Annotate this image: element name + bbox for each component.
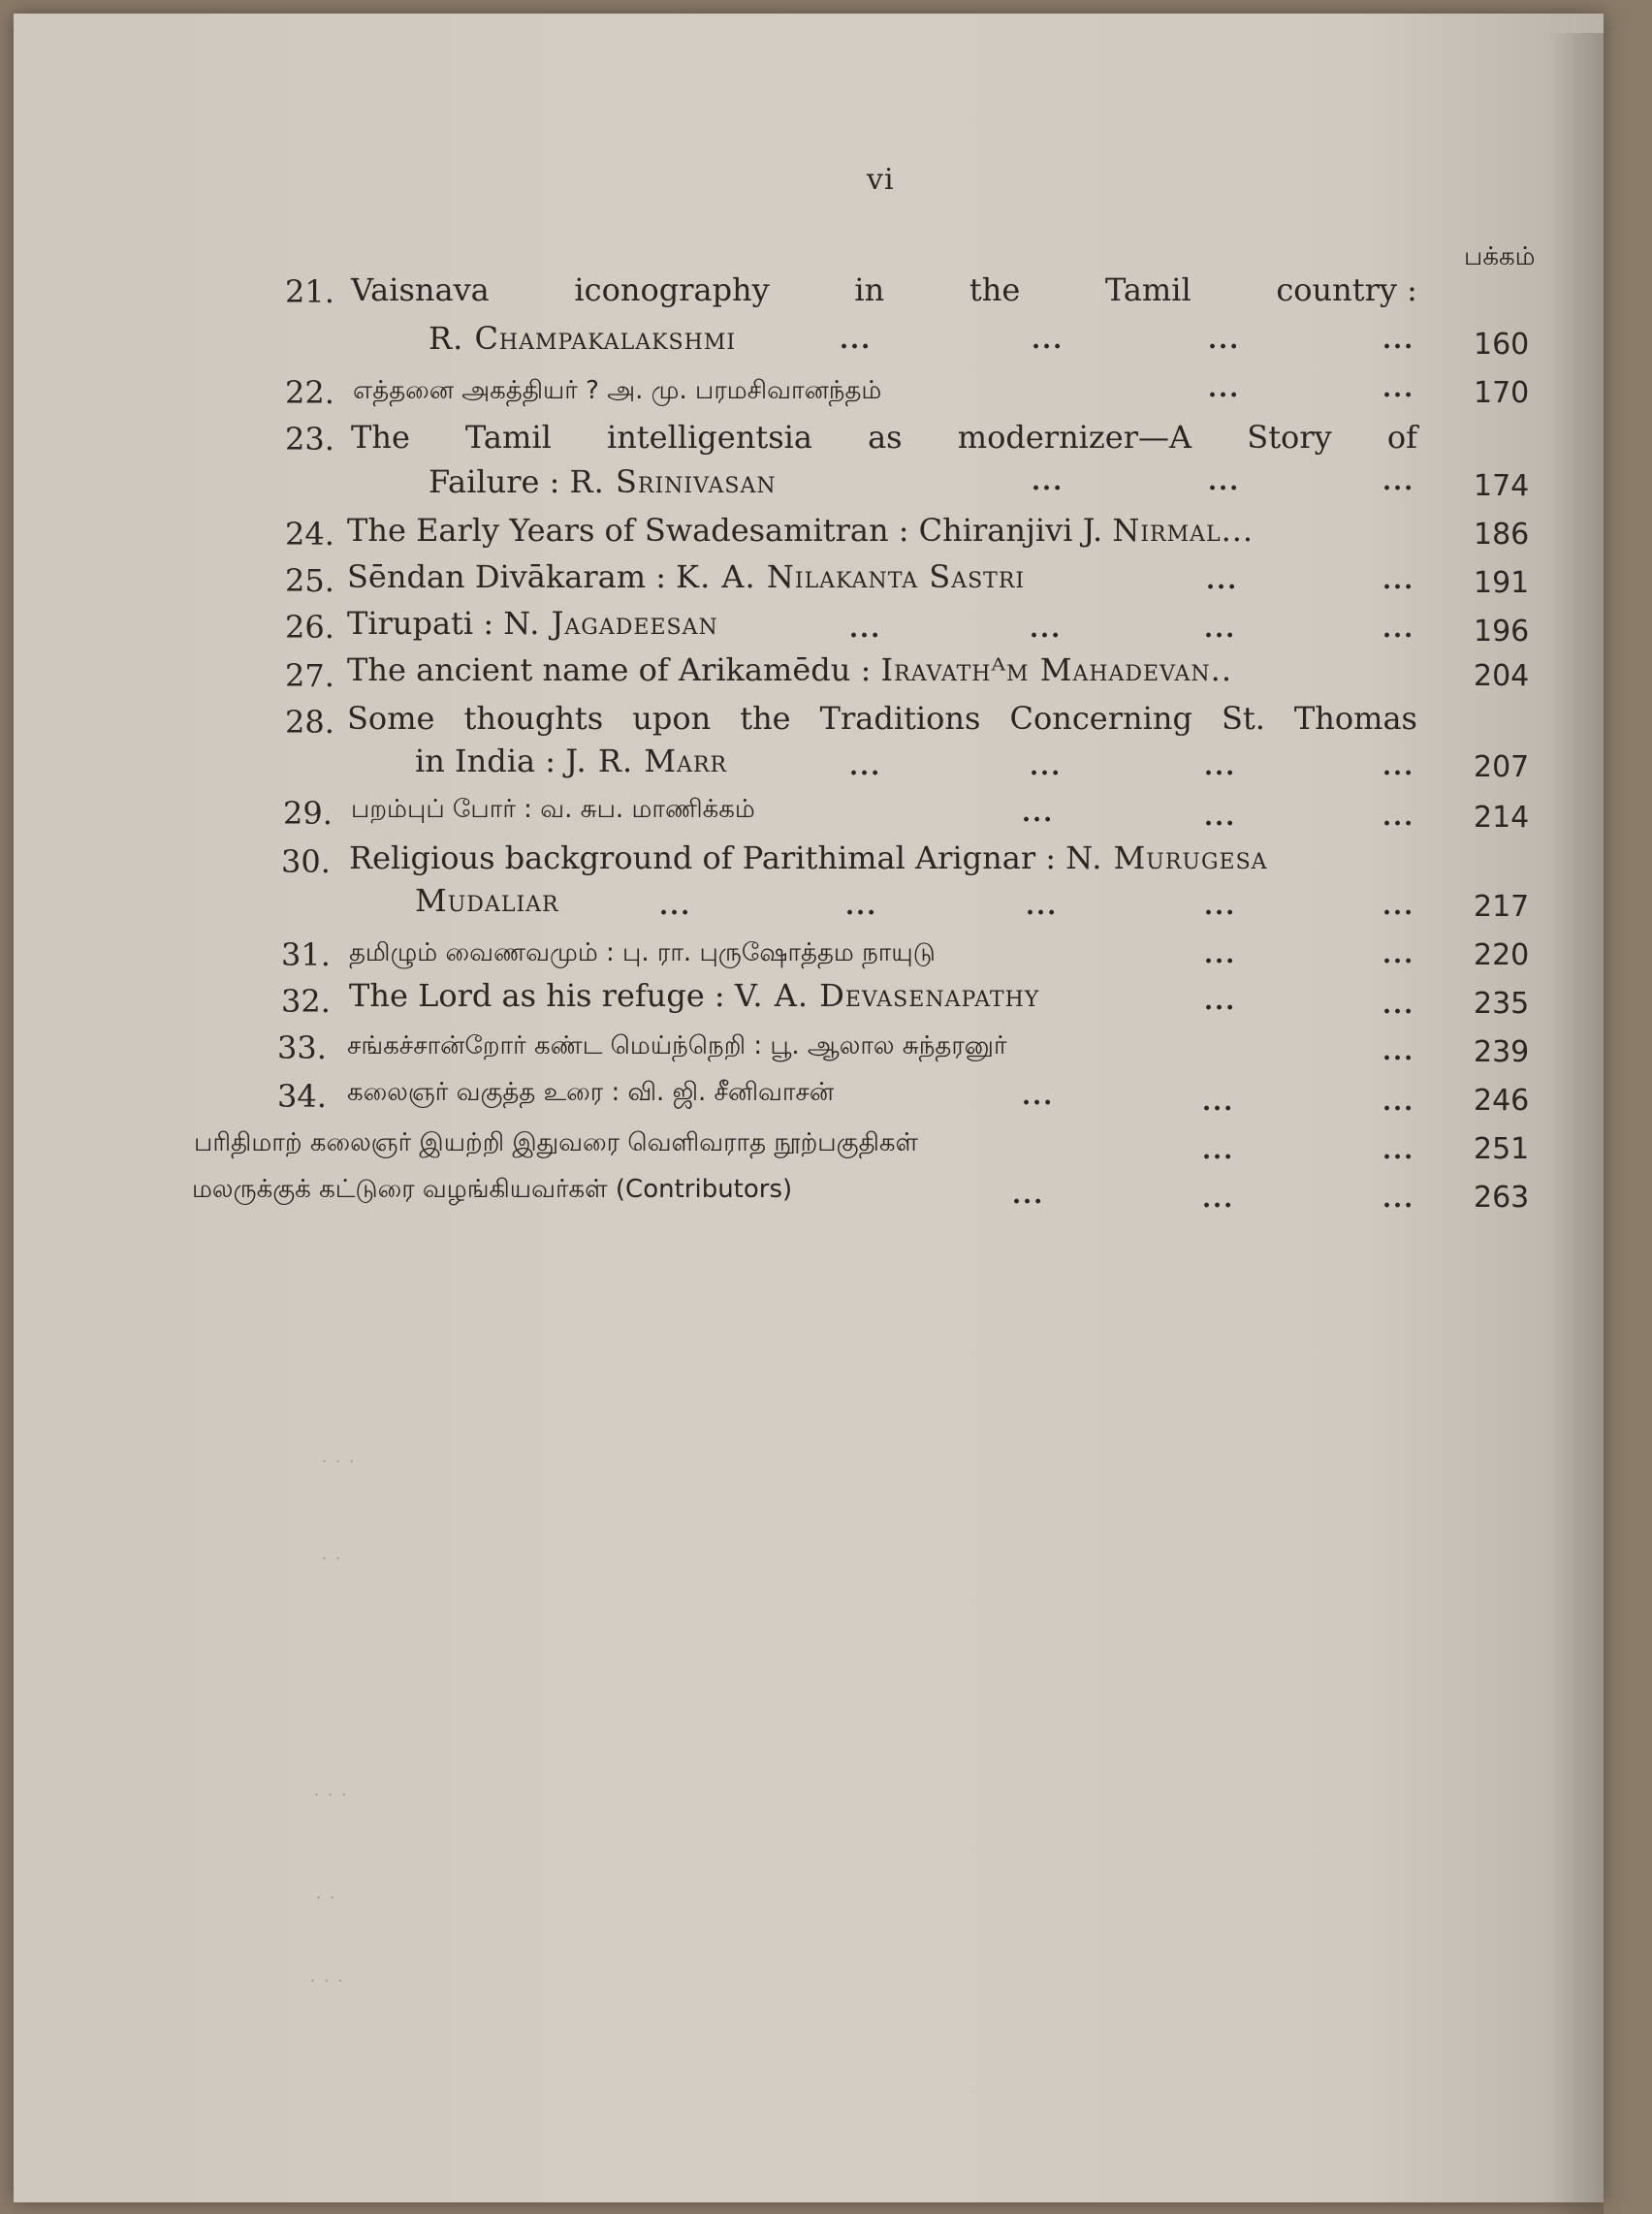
entry-number: 27. [285,657,334,694]
entry-title [347,700,1417,737]
leader-dots: ... [1208,374,1241,403]
leader-dots: ... [845,892,878,921]
entry-page: 220 [1474,938,1530,972]
leader-dots: ... [1030,615,1063,644]
entry-title-cont [415,743,727,779]
entry-number: 24. [285,516,334,553]
entry-page: 196 [1474,615,1530,648]
leader-dots: ... [1026,892,1059,921]
leader-dots: ... [840,326,873,355]
entry-page: 186 [1474,518,1530,552]
entry-author-cont: Mudaliar [415,882,559,919]
show-through-speck: · · · [322,1452,357,1471]
book-page [14,14,1604,2202]
leader-dots: ... [1204,892,1237,921]
leader-dots: ... [1206,566,1239,595]
entry-author: R. Champakalakshmi [429,320,737,357]
title-word: The [351,419,410,456]
entry-author: Nirmal... [1112,512,1255,549]
entry-number: 31. [281,936,331,973]
leader-dots: ... [849,615,882,644]
entry-title: எத்தனை அகத்தியர் ? அ. மு. பரமசிவானந்தம் [353,376,882,405]
title-text: Tirupati : [347,605,504,642]
show-through-speck: · · [322,1549,343,1567]
title-word: Thomas [1293,700,1417,737]
entry-number: 30. [281,843,331,880]
entry-number: 23. [285,421,334,458]
title-prefix: in India : [415,743,566,779]
leader-dots: ... [1202,1088,1235,1117]
leader-dots: ... [1204,615,1237,644]
leader-dots: ... [1382,374,1415,403]
leader-dots: ... [1032,326,1064,355]
entry-title [347,512,1254,549]
title-text: Religious background of Parithimal Arignar : [349,839,1066,876]
title-text: The Lord as his refuge : [349,977,735,1014]
title-word: Vaisnava [351,271,490,308]
leader-dots: ... [1382,326,1415,355]
leader-dots: ... [659,892,692,921]
entry-page: 235 [1474,987,1530,1021]
show-through-speck: · · [316,1888,337,1907]
title-word: iconography [574,271,770,308]
leader-dots: ... [1204,987,1237,1016]
entry-page: 174 [1474,469,1530,503]
entry-page: 246 [1474,1084,1530,1118]
title-word: Concerning [1009,700,1192,737]
leader-dots: ... [1202,1136,1235,1165]
title-prefix: Failure : [429,463,570,500]
leader-dots: ... [1382,1088,1415,1117]
entry-title [347,558,1025,595]
entry-page: 204 [1474,659,1530,693]
title-word: of [1386,419,1417,456]
leader-dots: ... [1382,615,1415,644]
entry-author: R. Srinivasan [569,463,777,500]
title-word: country : [1276,271,1417,308]
title-text: The ancient name of Arikamēdu : [347,651,881,688]
entry-title [351,271,1417,308]
entry-page: 170 [1474,376,1530,410]
entry-number: 28. [285,704,334,741]
title-word: the [740,700,791,737]
entry-page: 251 [1474,1132,1530,1166]
title-word: Tamil [465,419,552,456]
leader-dots: ... [1022,799,1055,828]
entry-title [347,605,718,642]
title-word: Some [347,700,435,737]
entry-title [349,839,1268,876]
title-text: Sēndan Divākaram : [347,558,677,595]
leader-dots: ... [1208,467,1241,496]
title-word: Traditions [819,700,981,737]
entry-page: 160 [1474,328,1530,362]
entry-number: 29. [283,795,333,832]
title-word: St. [1221,700,1265,737]
leader-dots: ... [1382,1037,1415,1066]
leader-dots: ... [1030,752,1063,781]
title-word: Tamil [1104,271,1191,308]
title-word: Story [1247,419,1332,456]
leader-dots: ... [1012,1181,1045,1210]
title-word: in [854,271,885,308]
entry-author: V. A. Devasenapathy [734,977,1040,1014]
leader-dots: ... [1382,467,1415,496]
leader-dots: ... [1382,991,1415,1020]
leader-dots: ... [1382,940,1415,969]
entry-author: K. A. Nilakanta Sastri [676,558,1026,595]
leader-dots: ... [1382,1136,1415,1165]
show-through-speck: · · · [314,1786,349,1804]
entry-title: பறம்புப் போர் : வ. சுப. மாணிக்கம் [351,795,755,824]
title-word: intelligentsia [606,419,812,456]
entry-number: 26. [285,609,334,646]
title-text: The Early Years of Swadesamitran : Chiranjivi J. [347,512,1113,549]
title-word: as [868,419,903,456]
leader-dots: ... [1382,566,1415,595]
title-word: upon [632,700,712,737]
entry-number: 33. [277,1029,327,1066]
leader-dots: ... [1382,803,1415,832]
leader-dots: ... [1032,467,1064,496]
entry-title-cont [429,463,777,500]
leader-dots: ... [1202,1185,1235,1214]
entry-author: N. Jagadeesan [503,605,718,642]
entry-title: பரிதிமாற் கலைஞர் இயற்றி இதுவரை வெளிவராத நூற்பகுதிகள் [194,1128,919,1157]
page-column-header: பக்கம் [1464,242,1536,271]
title-word: the [969,271,1021,308]
entry-title [349,977,1039,1014]
leader-dots: ... [1204,940,1237,969]
leader-dots: ... [1382,1185,1415,1214]
show-through-speck: · · · [310,1972,345,1990]
page-edge-shadow [1545,33,1604,2214]
leader-dots: ... [1204,752,1237,781]
entry-title: கலைஞர் வகுத்த உரை : வி. ஜி. சீனிவாசன் [347,1078,835,1107]
entry-title: தமிழும் வைணவமும் : பு. ரா. புருஷோத்தம நாயுடு [349,938,936,967]
entry-author: J. R. Marr [565,743,728,779]
entry-number: 34. [277,1078,327,1115]
entry-page: 217 [1474,890,1530,924]
leader-dots: ... [849,752,882,781]
entry-page: 207 [1474,750,1530,784]
entry-number: 25. [285,562,334,599]
page-number: vi [867,163,895,197]
entry-title: சங்கச்சான்றோர் கண்ட மெய்ந்நெறி : பூ. ஆலால சுந்தரனுர் [347,1031,1007,1060]
entry-page: 214 [1474,801,1530,835]
entry-number: 32. [281,983,331,1020]
entry-author: N. Murugesa [1065,839,1268,876]
title-word: thoughts [463,700,604,737]
entry-number: 21. [285,273,334,310]
entry-title [351,419,1417,456]
entry-title [347,651,1232,688]
leader-dots: ... [1382,752,1415,781]
leader-dots: ... [1204,803,1237,832]
entry-page: 239 [1474,1035,1530,1069]
leader-dots: ... [1208,326,1241,355]
title-word: modernizer—A [957,419,1192,456]
entry-author: Iravathᴬm Mahadevan.. [880,651,1232,688]
leader-dots: ... [1382,892,1415,921]
entry-page: 263 [1474,1181,1530,1215]
leader-dots: ... [1022,1082,1055,1111]
entry-number: 22. [285,374,334,411]
entry-page: 191 [1474,566,1530,600]
entry-title: மலருக்குக் கட்டுரை வழங்கியவர்கள் (Contributors) [192,1175,793,1204]
